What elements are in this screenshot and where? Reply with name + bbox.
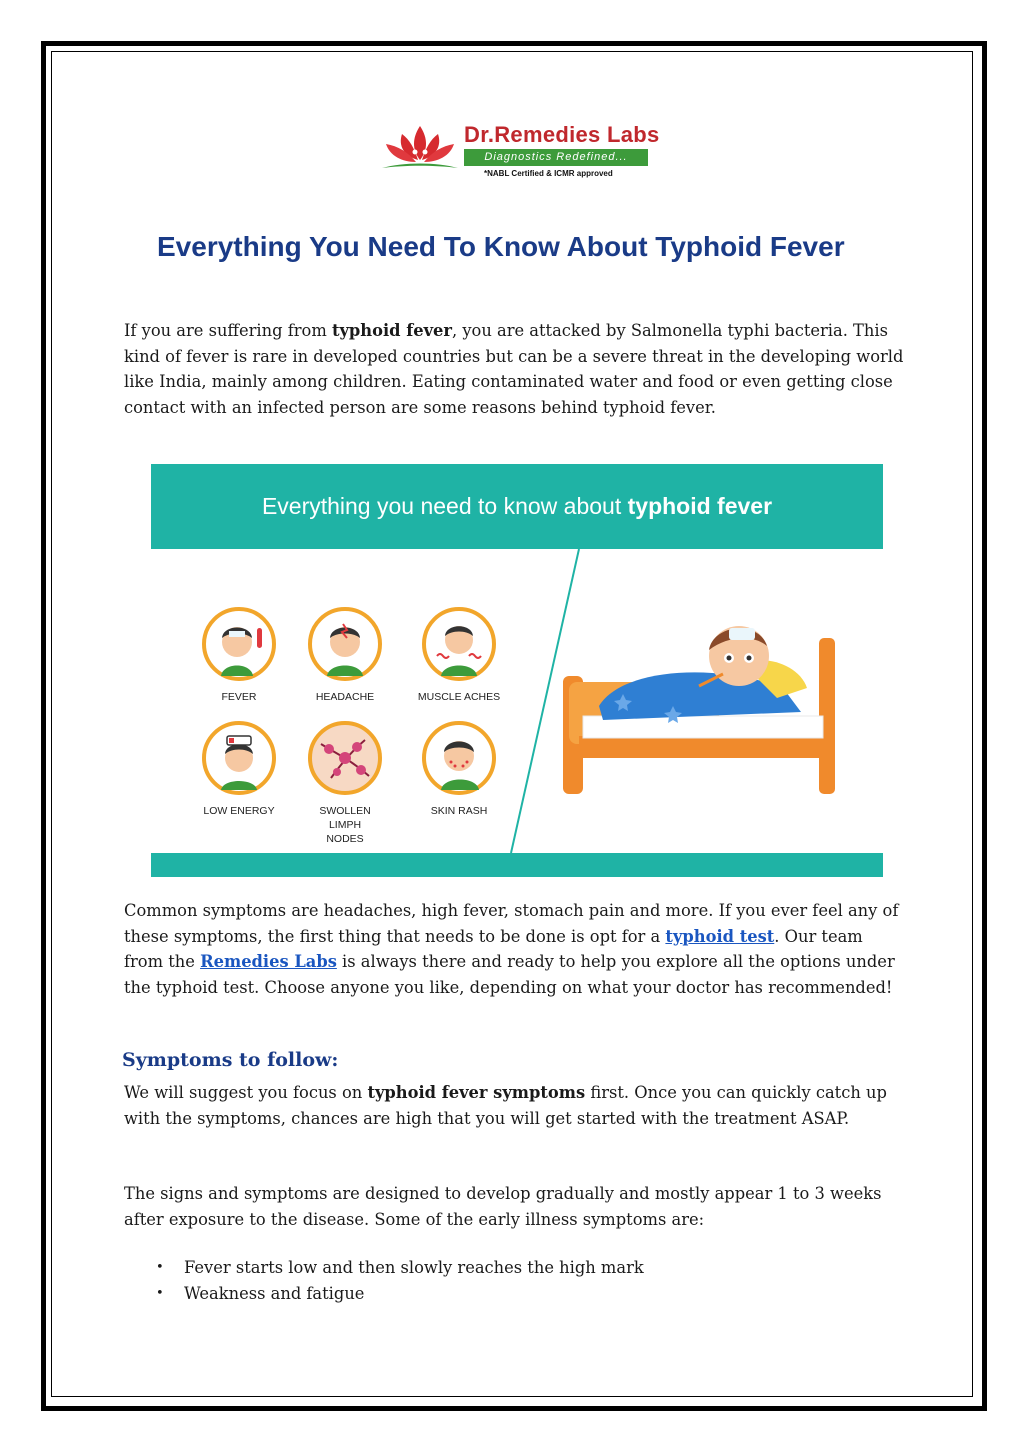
- para2-text-2: . Our team from the: [124, 926, 863, 971]
- sick-child-in-bed-icon: [563, 594, 843, 794]
- para2-text-1: Common symptoms are headaches, high fever, stomach pain and more. If you ever feel any of these symptoms, the first thing that needs to be done is opt for a: [124, 901, 899, 946]
- symptom-low-energy: [179, 720, 299, 818]
- banner-bold: typhoid fever: [627, 493, 773, 519]
- symptom-label: SKIN RASH: [430, 805, 488, 817]
- typhoid-test-link[interactable]: typhoid test: [665, 926, 775, 946]
- intro-paragraph: [124, 318, 904, 420]
- infographic-footer-bar: [151, 853, 883, 877]
- signs-paragraph: The signs and symptoms are designed to develop gradually and mostly appear 1 to 3 weeks after exposure to the disease. Some of the early illness symptoms are:: [124, 1184, 882, 1229]
- focus-paragraph: [124, 1080, 904, 1131]
- headache-face-icon: [307, 606, 383, 682]
- symptom-label: LOW ENERGY: [203, 805, 275, 817]
- low-energy-face-icon: [201, 720, 277, 796]
- lotus-icon: [378, 118, 462, 182]
- bullet-icon: •: [156, 1286, 164, 1301]
- symptom-muscle-aches: [399, 606, 519, 704]
- logo-brand-name: Dr.Remedies Labs: [464, 122, 660, 147]
- symptom-label: MUSCLE ACHES: [417, 691, 501, 703]
- section-heading-symptoms: Symptoms to follow:: [122, 1049, 339, 1071]
- muscle-aches-face-icon: [421, 606, 497, 682]
- intro-bold: typhoid fever: [331, 321, 452, 340]
- symptom-skin-rash: [399, 720, 519, 818]
- brand-logo: [378, 118, 660, 182]
- logo-tagline: Diagnostics Redefined...: [464, 149, 648, 166]
- fever-face-icon: [201, 606, 277, 682]
- list-item: [150, 1255, 644, 1281]
- symptom-label: SWOLLEN LIMPH NODES: [319, 805, 371, 845]
- symptoms-paragraph: [124, 898, 904, 1000]
- skin-rash-face-icon: [421, 720, 497, 796]
- para3-text-2: first. Once you can quickly catch up with the symptoms, chances are high that you will get started with the treatment ASAP.: [124, 1083, 887, 1128]
- remedies-labs-link[interactable]: Remedies Labs: [200, 952, 337, 971]
- banner-text: Everything you need to know about: [261, 493, 628, 519]
- list-item-text: Fever starts low and then slowly reaches the high mark: [184, 1258, 644, 1277]
- intro-text-2: , you are attacked by Salmonella typhi bacteria. This kind of fever is rare in developed countries but can be a severe threat in the developing world like India, mainly among children. Eating contaminated water and food or even getting close contact with an infected person are some reasons behind typhoid fever.: [124, 321, 904, 417]
- lymph-nodes-icon: [307, 720, 383, 796]
- symptom-label: HEADACHE: [315, 691, 375, 703]
- bullet-icon: •: [156, 1260, 164, 1275]
- early-symptoms-list: [150, 1255, 644, 1307]
- symptom-swollen-lymph-nodes: [285, 720, 405, 846]
- para2-text-3: is always there and ready to help you explore all the options under the typhoid test. Choose anyone you like, depending on what your doctor has recommended!: [124, 952, 895, 997]
- symptom-label: FEVER: [221, 691, 257, 703]
- symptom-headache: [285, 606, 405, 704]
- page-title: Everything You Need To Know About Typhoid Fever: [157, 231, 845, 262]
- list-item-text: Weakness and fatigue: [184, 1284, 365, 1303]
- para3-bold: typhoid fever symptoms: [367, 1083, 586, 1102]
- logo-certification: *NABL Certified & ICMR approved: [484, 169, 613, 178]
- para3-text-1: We will suggest you focus on: [124, 1083, 368, 1102]
- intro-text-1: If you are suffering from: [124, 321, 332, 340]
- list-item: [150, 1281, 644, 1307]
- symptom-fever: [179, 606, 299, 704]
- typhoid-infographic: [151, 464, 883, 877]
